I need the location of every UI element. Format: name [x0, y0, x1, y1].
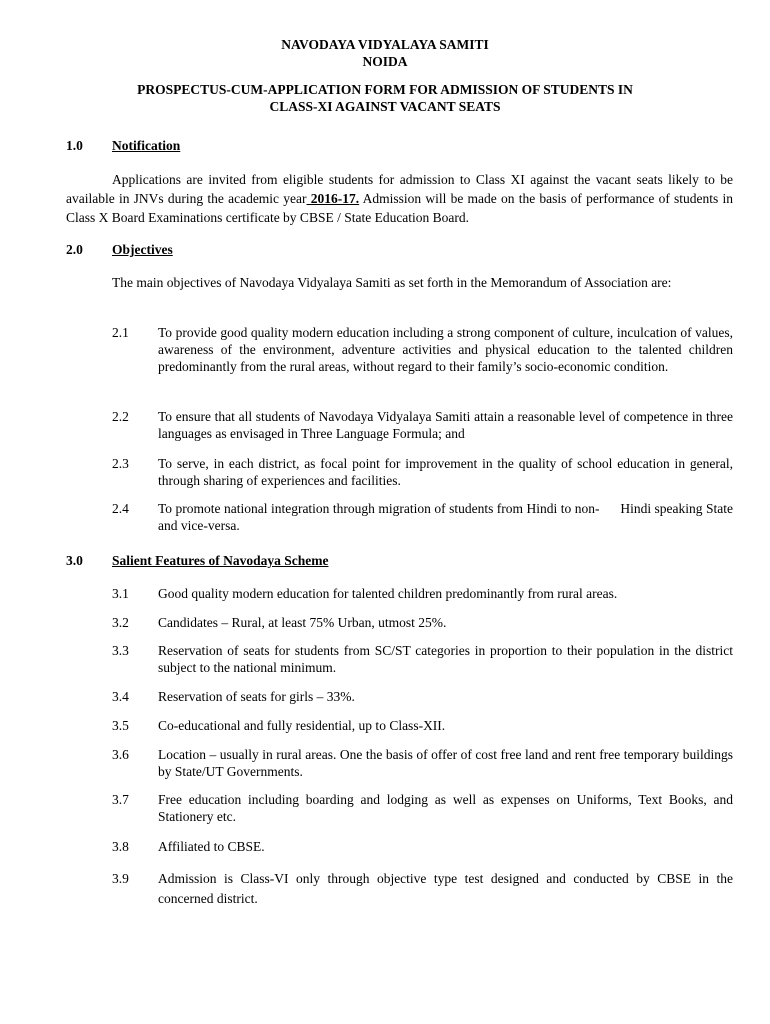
section-title: Salient Features of Navodaya Scheme: [112, 553, 329, 568]
section-title: Notification: [112, 138, 181, 153]
item-text: Affiliated to CBSE.: [158, 839, 265, 854]
section-number: 3.0: [66, 553, 83, 568]
item-number: 2.4: [112, 501, 129, 516]
item-text: Reservation of seats for students from SC/ST categories in proportion to their population in the district subject to the national minimum.: [158, 643, 733, 675]
item-text: Location – usually in rural areas. One the basis of offer of cost free land and rent free temporary buildings by State/UT Governments.: [158, 747, 733, 779]
item-number: 3.6: [112, 747, 129, 762]
item-text: Reservation of seats for girls – 33%.: [158, 689, 355, 704]
item-number: 3.7: [112, 792, 129, 807]
item-text: Candidates – Rural, at least 75% Urban, utmost 25%.: [158, 615, 447, 630]
objectives-intro-text: The main objectives of Navodaya Vidyalaya Samiti as set forth in the Memorandum of Association are:: [112, 275, 672, 290]
item-text: Good quality modern education for talented children predominantly from rural areas.: [158, 586, 618, 601]
item-text: Co-educational and fully residential, up to Class-XII.: [158, 718, 446, 733]
org-city: NOIDA: [362, 54, 408, 69]
item-number: 2.3: [112, 456, 129, 471]
item-number: 3.2: [112, 615, 129, 630]
org-name: NAVODAYA VIDYALAYA SAMITI: [281, 37, 489, 52]
item-text: To promote national integration through migration of students from Hindi to non- Hindi speaking State and vice-versa.: [158, 501, 737, 533]
notification-text-after: Admission will be made on the basis of performance of students in Class X Board Examinations certificate by CBSE / State Education Board.: [66, 191, 734, 225]
notification-text-before: Applications are invited from eligible students for admission to Class XI against the vacant seats likely to be available in JNVs during the academic year: [66, 172, 733, 206]
form-title-line1: PROSPECTUS-CUM-APPLICATION FORM FOR ADMISSION OF STUDENTS IN: [137, 82, 633, 97]
item-number: 3.3: [112, 643, 129, 658]
item-text: To ensure that all students of Navodaya Vidyalaya Samiti attain a reasonable level of competence in three languages as envisaged in Three Language Formula; and: [158, 409, 733, 441]
item-number: 3.4: [112, 689, 129, 704]
section-number: 2.0: [66, 242, 83, 257]
objectives-intro: [66, 274, 733, 291]
item-number: 2.2: [112, 409, 129, 424]
item-number: 3.8: [112, 839, 129, 854]
item-number: 2.1: [112, 325, 129, 340]
item-number: 3.1: [112, 586, 129, 601]
academic-year: 2016-17.: [306, 191, 360, 206]
notification-paragraph: [66, 170, 733, 227]
item-text: Admission is Class-VI only through objective type test designed and conducted by CBSE in the concerned district.: [158, 871, 733, 906]
section-number: 1.0: [66, 138, 83, 153]
item-number: 3.9: [112, 871, 129, 886]
item-text: To provide good quality modern education including a strong component of culture, inculcation of values, awareness of the environment, adventure activities and physical education to the talented children predominantly from the rural areas, without regard to their family’s socio-economic condition.: [158, 325, 733, 374]
section-title: Objectives: [112, 242, 173, 257]
form-title-line2: CLASS-XI AGAINST VACANT SEATS: [269, 99, 501, 114]
item-text: To serve, in each district, as focal point for improvement in the quality of school education in general, through sharing of experiences and facilities.: [158, 456, 733, 488]
item-number: 3.5: [112, 718, 129, 733]
item-text: Free education including boarding and lodging as well as expenses on Uniforms, Text Books, and Stationery etc.: [158, 792, 733, 824]
